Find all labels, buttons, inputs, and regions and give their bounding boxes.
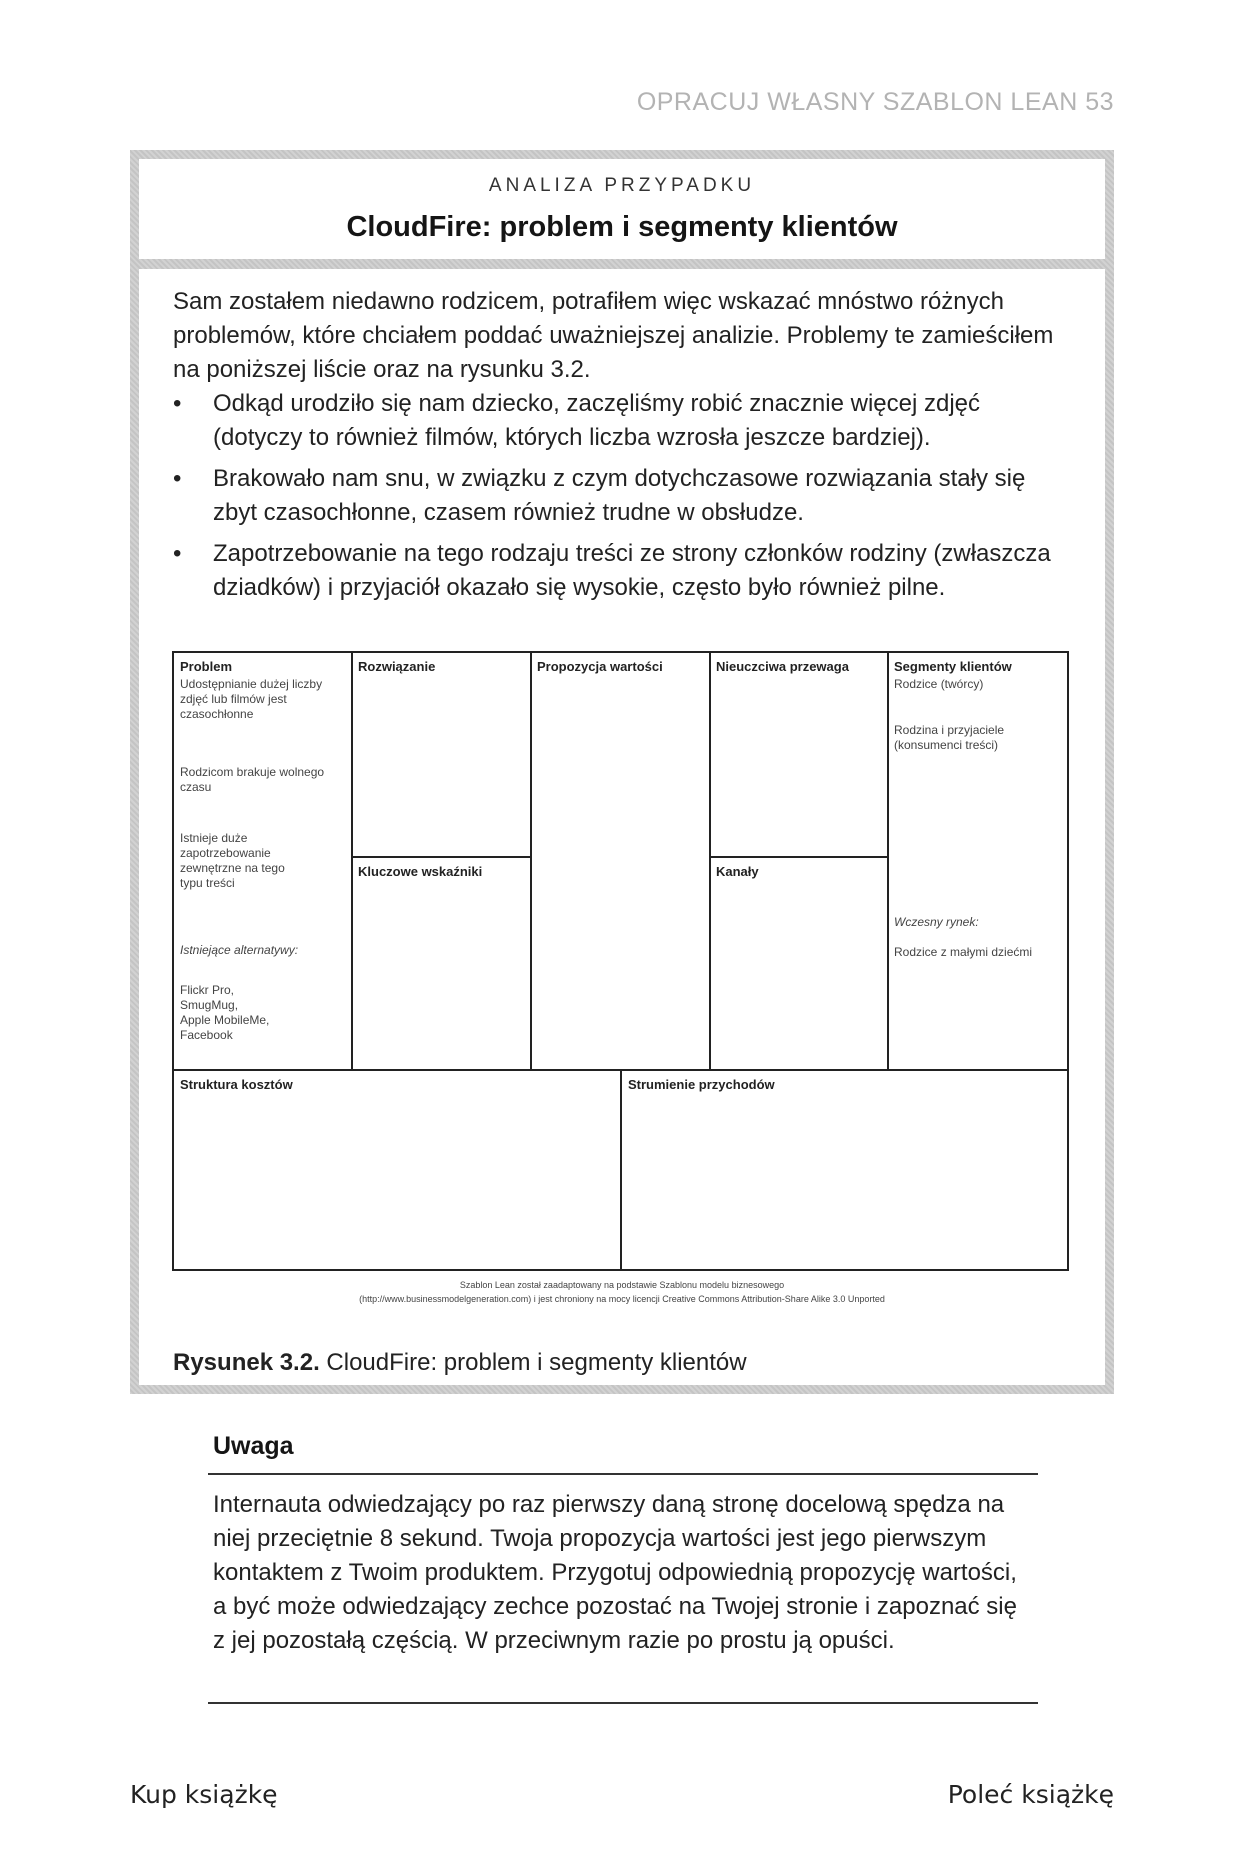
problem-title: Problem — [180, 659, 233, 674]
canvas-divider — [351, 653, 353, 1069]
unfair-advantage-title: Nieuczciwa przewaga — [716, 659, 849, 674]
early-market-label: Wczesny rynek: — [894, 915, 979, 929]
note-text: Internauta odwiedzający po raz pierwszy daną stronę docelową spędza na niej przeciętnie 8 sekund. Twoja propozycja wartości jest jego pierwszym kontaktem z Twoim produktem. Przygotuj odpowiednią propozycję wartości, a być może odwiedzający zechce pozostać na Twojej stronie i zapoznać się z jej pozostałą częścią. W przeciwnym razie po prostu ją opuści. — [213, 1491, 1017, 1654]
segment-item: Rodzina i przyjaciele (konsumenci treści) — [894, 723, 1005, 752]
figure-attribution-line2: (http://www.businessmodelgeneration.com) i jest chroniony na mocy licencji Creative Commons Attribution-Share Alike 3.0 Unported — [359, 1294, 885, 1304]
problem-item: Istnieje duże zapotrzebowanie zewnętrzne na tego typu treści — [180, 831, 285, 890]
list-item — [173, 387, 1073, 455]
channels-title: Kanały — [716, 864, 759, 879]
case-study-title: CloudFire: problem i segmenty klientów — [346, 211, 898, 243]
bullet-icon: • — [173, 540, 182, 567]
figure-caption-label: Rysunek 3.2. — [173, 1349, 320, 1376]
list-item — [173, 462, 1073, 530]
list-item-text: Zapotrzebowanie na tego rodzaju treści ze strony członków rodziny (zwłaszcza dziadków) i przyjaciół okazało się wysokie, często było również pilne. — [213, 540, 1051, 601]
note-top-rule — [208, 1473, 1038, 1475]
intro-paragraph: Sam zostałem niedawno rodzicem, potrafiłem więc wskazać mnóstwo różnych problemów, które chciałem poddać uważniejszej analizie. Problemy te zamieściłem na poniższej liście oraz na rysunku 3.2. — [173, 288, 1054, 383]
canvas-divider — [530, 653, 532, 1069]
list-item — [173, 537, 1073, 605]
canvas-divider — [709, 653, 711, 1069]
alternatives-list: Flickr Pro, SmugMug, Apple MobileMe, Facebook — [180, 983, 270, 1042]
canvas-divider — [709, 856, 889, 858]
figure-caption — [173, 1349, 747, 1377]
problem-item: Udostępnianie dużej liczby zdjęć lub filmów jest czasochłonne — [180, 677, 323, 721]
figure-attribution-line1: Szablon Lean został zaadaptowany na podstawie Szablonu modelu biznesowego — [459, 1280, 785, 1290]
alternatives-label: Istniejące alternatywy: — [180, 943, 299, 957]
canvas-divider — [887, 653, 889, 1069]
revenue-streams-title: Strumienie przychodów — [628, 1077, 775, 1092]
case-study-body — [139, 269, 1105, 1385]
early-market-value: Rodzice z małymi dziećmi — [894, 945, 1033, 959]
bullet-icon: • — [173, 390, 182, 417]
segments-title: Segmenty klientów — [894, 659, 1012, 674]
figure-caption-text: CloudFire: problem i segmenty klientów — [319, 1349, 747, 1376]
value-proposition-title: Propozycja wartości — [537, 659, 663, 674]
note-title: Uwaga — [213, 1432, 294, 1460]
bullet-icon: • — [173, 465, 182, 492]
list-item-text: Odkąd urodziło się nam dziecko, zaczęliśmy robić znacznie więcej zdjęć (dotyczy to również filmów, których liczba wzrosła jeszcze bardziej). — [213, 390, 980, 451]
key-metrics-title: Kluczowe wskaźniki — [358, 864, 483, 879]
list-item-text: Brakowało nam snu, w związku z czym dotychczasowe rozwiązania stały się zbyt czasochłonne, czasem również trudne w obsłudze. — [213, 465, 1026, 526]
buy-book-link[interactable]: Kup książkę — [130, 1780, 278, 1809]
solution-title: Rozwiązanie — [358, 659, 436, 674]
cost-structure-title: Struktura kosztów — [180, 1077, 293, 1092]
segment-item: Rodzice (twórcy) — [894, 677, 984, 691]
lean-canvas — [172, 651, 1069, 1271]
recommend-book-link[interactable]: Poleć książkę — [947, 1780, 1114, 1809]
canvas-divider — [620, 1069, 622, 1269]
problem-item: Rodzicom brakuje wolnego czasu — [180, 765, 325, 794]
case-study-header — [139, 159, 1105, 259]
page-header: OPRACUJ WŁASNY SZABLON LEAN 53 — [636, 88, 1114, 116]
note-bottom-rule — [208, 1702, 1038, 1704]
case-study-label: ANALIZA PRZYPADKU — [488, 175, 756, 196]
canvas-divider — [351, 856, 532, 858]
